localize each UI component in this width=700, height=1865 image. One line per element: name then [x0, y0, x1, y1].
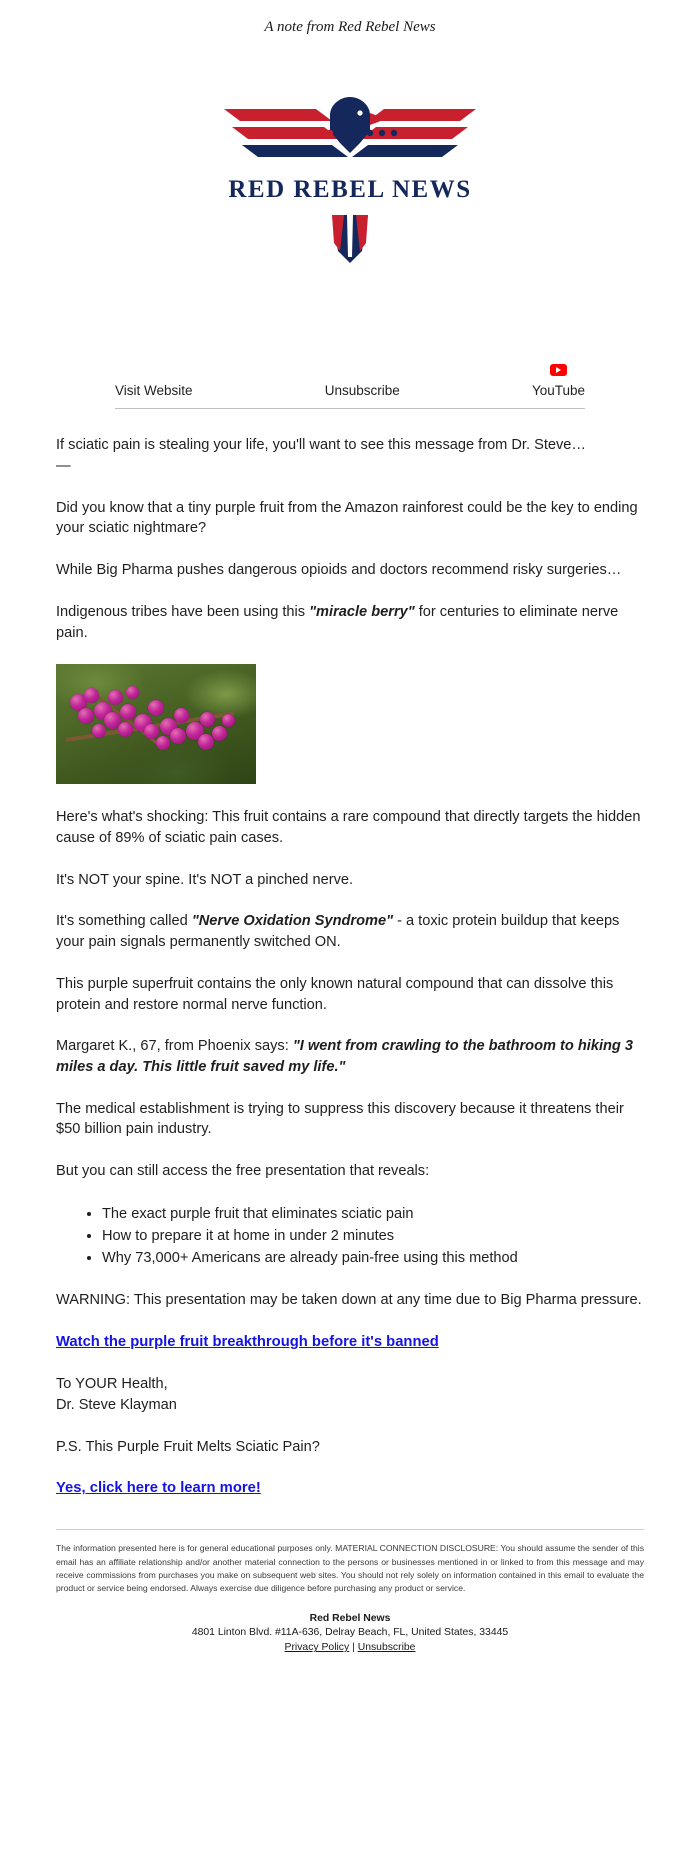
- footer-unsubscribe-link[interactable]: Unsubscribe: [357, 1642, 416, 1654]
- red-rebel-news-eagle-logo: [220, 91, 480, 271]
- nerve-text-a: It's something called: [56, 913, 192, 930]
- paragraph-not-spine: It's NOT your spine. It's NOT a pinched nerve.: [56, 871, 354, 888]
- footer-links: [0, 1642, 700, 1671]
- signature-line-1: To YOUR Health,: [56, 1376, 168, 1393]
- nav-link-unsubscribe[interactable]: Unsubscribe: [324, 383, 400, 398]
- intro-text: If sciatic pain is stealing your life, you'll want to see this message from Dr. Steve…: [56, 437, 587, 454]
- paragraph-presentation-intro: But you can still access the free presentation that reveals:: [56, 1163, 430, 1180]
- testimonial-quote: "I went from crawling to the bathroom to hiking 3 miles a day. This little fruit saved my life.": [56, 1038, 633, 1075]
- footer-address: 4801 Linton Blvd. #11A-636, Delray Beach, FL, United States, 33445: [191, 1627, 509, 1639]
- nerve-text-b: - a toxic protein buildup that keeps your pain signals permanently switched ON.: [56, 913, 620, 951]
- cta-secondary-wrapper: [56, 1478, 644, 1499]
- list-item: • Why 73,000+ Americans are already pain-free using this method: [102, 1247, 644, 1269]
- nerve-oxidation-emphasis: "Nerve Oxidation Syndrome": [191, 913, 394, 930]
- signature-line-2: Dr. Steve Klayman: [56, 1396, 177, 1413]
- paragraph-establishment: The medical establishment is trying to suppress this discovery because it threatens their $50 billion pain industry.: [56, 1100, 624, 1138]
- paragraph-shocking: Here's what's shocking: This fruit contains a rare compound that directly targets the hidden cause of 89% of sciatic pain cases.: [56, 809, 641, 846]
- paragraph-ps: P.S. This Purple Fruit Melts Sciatic Pain?: [56, 1438, 320, 1455]
- benefits-list: [56, 1203, 644, 1270]
- testimonial-attribution: Margaret K., 67, from Phoenix says:: [56, 1038, 293, 1055]
- paragraph-big-pharma: While Big Pharma pushes dangerous opioids and doctors recommend risky surgeries…: [56, 562, 622, 579]
- footer-privacy-policy-link[interactable]: Privacy Policy: [284, 1642, 350, 1654]
- intro-paragraph: [56, 409, 644, 476]
- nav-link-youtube-label: YouTube: [531, 383, 585, 398]
- nav-bar: [0, 276, 700, 409]
- paragraph-warning: WARNING: This presentation may be taken down at any time due to Big Pharma pressure.: [56, 1292, 642, 1309]
- signature-block: [56, 1374, 644, 1415]
- miracle-berry-emphasis: "miracle berry": [309, 603, 415, 620]
- cta-primary-wrapper: [56, 1332, 644, 1353]
- email-body: [0, 409, 700, 1499]
- footer-org-name: Red Rebel News: [309, 1613, 391, 1625]
- tribes-text-a: Indigenous tribes have been using this: [56, 603, 310, 620]
- footer-link-separator: |: [349, 1642, 358, 1654]
- tribes-text-b: for centuries to eliminate nerve pain.: [56, 603, 619, 641]
- nav-link-youtube[interactable]: [532, 364, 585, 399]
- intro-dash: —: [56, 457, 71, 474]
- cta-learn-more-link[interactable]: Yes, click here to learn more!: [56, 1480, 261, 1497]
- paragraph-nerve-oxidation: [56, 911, 644, 952]
- paragraph-testimonial: [56, 1036, 644, 1077]
- list-item: • The exact purple fruit that eliminates sciatic pain: [102, 1203, 644, 1225]
- youtube-icon: [550, 364, 567, 376]
- paragraph-indigenous-tribes: [56, 602, 644, 643]
- legal-disclaimer: The information presented here is for general educational purposes only. MATERIAL CONNECTION DISCLOSURE: You should assume the sender of this email has an affiliate relationship and/or another material connection to the persons or businesses mentioned in or linked to from this message and may receive commissions from purchases you make on subsequent web sites. You should not rely solely on information contained in this email to evaluate the product or service being endorsed. Always exercise due diligence before purchasing any product or service.: [56, 1543, 644, 1594]
- paragraph-superfruit: This purple superfruit contains the only known natural compound that can dissolve this protein and restore normal nerve function.: [56, 975, 614, 1013]
- logo-wordmark: RED REBEL NEWS: [228, 176, 472, 203]
- list-item: • How to prepare it at home in under 2 minutes: [102, 1225, 644, 1247]
- cta-watch-breakthrough-link[interactable]: Watch the purple fruit breakthrough before it's banned: [56, 1334, 439, 1351]
- nav-link-visit-website[interactable]: Visit Website: [115, 383, 193, 398]
- brand-logo: [0, 36, 700, 276]
- paragraph-amazon-fruit: Did you know that a tiny purple fruit from the Amazon rainforest could be the key to ending your sciatic nightmare?: [56, 499, 638, 537]
- footer-divider: [56, 1529, 644, 1530]
- purple-berries-image: [56, 664, 256, 784]
- preheader-text: A note from Red Rebel News: [264, 19, 436, 35]
